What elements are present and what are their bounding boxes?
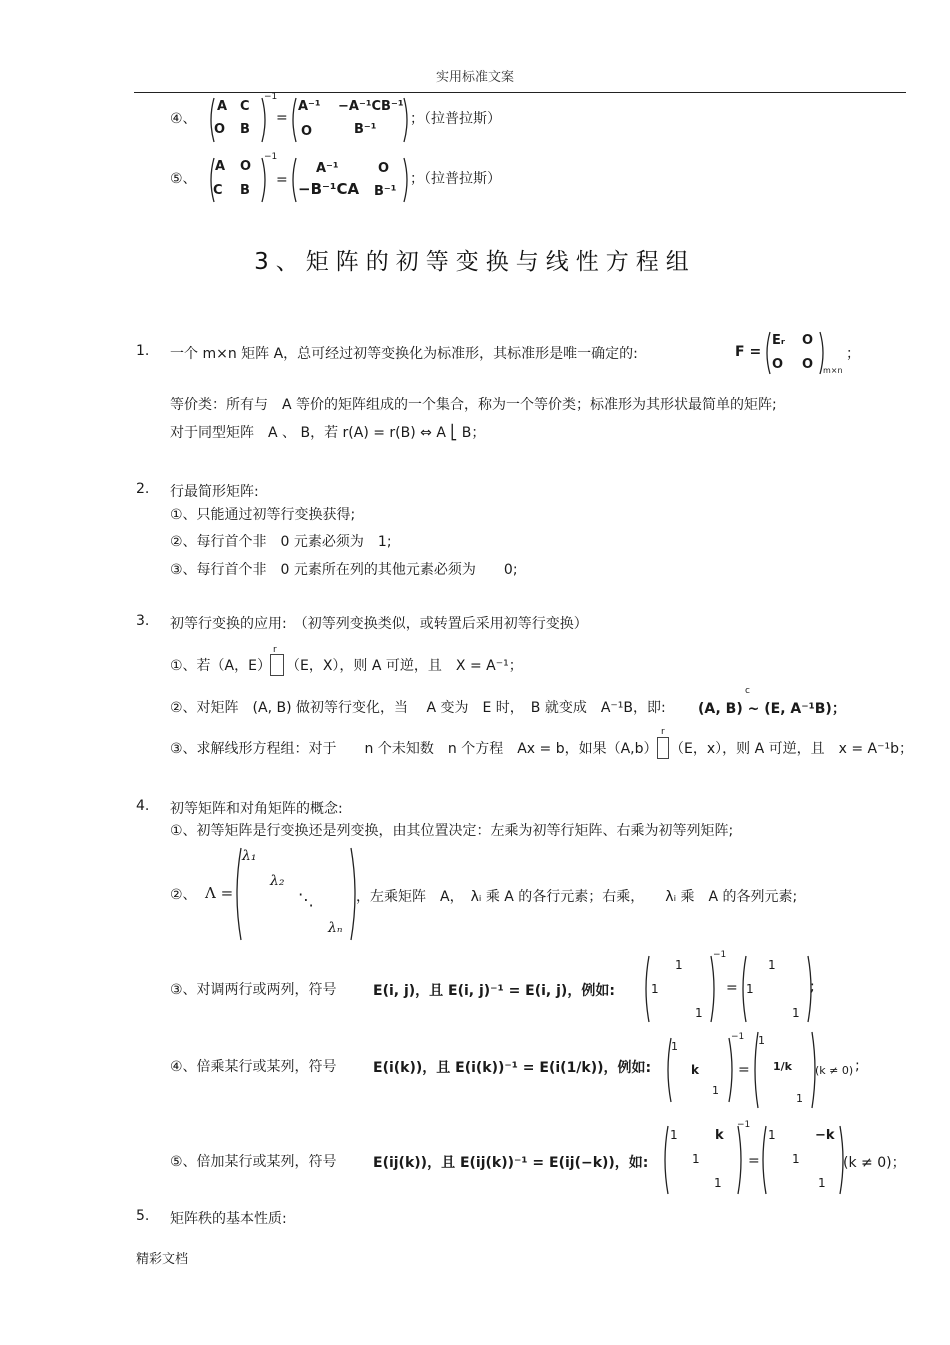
add-l-33: 1 (714, 1176, 722, 1190)
scale-l-11: 1 (671, 1040, 678, 1053)
formula-marker-5: ⑤、 (170, 171, 197, 187)
s4-item-4-formula: E(i(k))，且 E(i(k))⁻¹ = E(i(1/k))，例如: (373, 1060, 652, 1076)
s3-item-1b: （E，X），则 A 可逆，且 X = A⁻¹； (286, 658, 523, 674)
lambda-2: λ₂ (270, 873, 285, 889)
m4-inv-sup: −1 (264, 92, 278, 102)
scale-r-33: 1 (796, 1092, 803, 1105)
s5-number: 5. (136, 1208, 150, 1224)
page-footer: 精彩文档 (136, 1252, 189, 1267)
s1-line2: 等价类：所有与 A 等价的矩阵组成的一个集合，称为一个等价类；标准形为其形状最简单的矩阵; (170, 397, 777, 413)
lambda-1: λ₁ (242, 848, 257, 864)
m4-b11: A⁻¹ (298, 99, 321, 114)
s4-item-5: ⑤、倍加某行或某列，符号 (170, 1154, 337, 1170)
section-title: 3、矩阵的初等变换与线性方程组 (254, 249, 696, 275)
scale-k-cond: (k ≠ 0) (815, 1064, 854, 1077)
s2-item-1: ①、只能通过初等行变换获得; (170, 507, 356, 523)
s2-number: 2. (136, 481, 150, 497)
equals: = (738, 1062, 750, 1078)
m4-a11: A (217, 99, 228, 114)
swap-l-21: 1 (651, 982, 659, 996)
s1-F-11: Eᵣ (772, 333, 785, 348)
diag-dots: ⋱ (298, 890, 314, 909)
m5-b12: O (378, 161, 390, 176)
add-l-11: 1 (670, 1128, 678, 1142)
m5-b21: −B⁻¹CA (298, 180, 360, 198)
header-rule (134, 92, 906, 93)
s1-F-21: O (772, 357, 784, 372)
add-r-33: 1 (818, 1176, 826, 1190)
s4-number: 4. (136, 798, 150, 814)
s2-heading: 行最简形矩阵: (170, 484, 259, 500)
equals: = (276, 172, 288, 188)
s1-line1: 一个 m×n 矩阵 A，总可经过初等变换化为标准形，其标准形是唯一确定的: (170, 346, 638, 362)
equals: = (726, 980, 738, 996)
m4-a12: C (240, 99, 250, 114)
m5-a11: A (215, 159, 226, 174)
m4-a21: O (214, 122, 226, 137)
add-k-cond: (k ≠ 0)； (843, 1155, 906, 1171)
s4-item-3-formula: E(i, j)，且 E(i, j)⁻¹ = E(i, j)，例如: (373, 983, 615, 999)
note-laplace-5: ；（拉普拉斯） (410, 171, 501, 187)
arrow-box-icon (657, 737, 669, 759)
m5-b22: B⁻¹ (374, 184, 397, 199)
swap-inv-sup: −1 (713, 950, 727, 960)
m4-b21: O (301, 124, 313, 139)
s3-item-2: ②、对矩阵 (A, B) 做初等行变化，当 A 变为 E 时， B 就变成 A⁻¹B，即: (170, 700, 666, 716)
s4-item-4: ④、倍乘某行或某列，符号 (170, 1059, 337, 1075)
equals: = (748, 1153, 760, 1169)
s1-number: 1. (136, 343, 150, 359)
add-l-22: 1 (692, 1152, 700, 1166)
scale-l-22: k (691, 1063, 699, 1077)
m5-a22: B (240, 183, 250, 198)
lambda-label: Λ = (205, 884, 234, 902)
note-laplace-4: ；（拉普拉斯） (410, 111, 501, 127)
s3-c-mark: c (745, 686, 750, 696)
swap-r-21: 1 (746, 982, 754, 996)
m5-inv-sup: −1 (264, 152, 278, 162)
s1-F-label: F = (735, 344, 762, 360)
equals: = (276, 110, 288, 126)
s1-line3: 对于同型矩阵 A 、 B，若 r(A) = r(B) ⇔ A ⎣ B； (170, 425, 486, 441)
semicolon: ; (855, 1058, 860, 1074)
swap-l-33: 1 (695, 1006, 703, 1020)
s3-r-mark-1: r (273, 645, 277, 655)
s3-item-1: ①、若（A，E） (170, 658, 271, 674)
scale-r-22: 1/k (773, 1060, 792, 1073)
m5-a21: C (213, 183, 223, 198)
s3-number: 3. (136, 613, 150, 629)
add-r-11: 1 (768, 1128, 776, 1142)
s3-item-3: ③、求解线形方程组：对于 n 个未知数 n 个方程 Ax = b，如果（A,b） (170, 741, 658, 757)
swap-r-33: 1 (792, 1006, 800, 1020)
scale-r-11: 1 (758, 1034, 765, 1047)
s4-item-1: ①、初等矩阵是行变换还是列变换，由其位置决定：左乘为初等行矩阵、右乘为初等列矩阵; (170, 823, 734, 839)
s3-heading: 初等行变换的应用: （初等列变换类似，或转置后采用初等行变换） (170, 616, 588, 632)
scale-inv-sup: −1 (731, 1032, 745, 1042)
s4-item-3: ③、对调两行或两列，符号 (170, 982, 337, 998)
m5-a12: O (240, 159, 252, 174)
page-header: 实用标准文案 (435, 70, 514, 85)
add-inv-sup: −1 (737, 1120, 751, 1130)
s2-item-3: ③、每行首个非 0 元素所在列的其他元素必须为 0; (170, 562, 518, 578)
s2-item-2: ②、每行首个非 0 元素必须为 1; (170, 534, 392, 550)
scale-l-33: 1 (712, 1084, 719, 1097)
swap-r-12: 1 (768, 958, 776, 972)
add-r-22: 1 (792, 1152, 800, 1166)
s4-item-2-marker: ②、 (170, 887, 197, 903)
s3-item-2b: (A, B) ~ (E, A⁻¹B)； (698, 701, 846, 717)
add-l-13: k (715, 1128, 724, 1143)
add-r-13: −k (815, 1128, 835, 1143)
formula-marker-4: ④、 (170, 111, 197, 127)
m5-b11: A⁻¹ (316, 161, 339, 176)
m4-b12: −A⁻¹CB⁻¹ (338, 99, 404, 114)
arrow-box-icon (270, 654, 284, 676)
s3-item-3b: （E，x），则 A 可逆，且 x = A⁻¹b； (670, 741, 913, 757)
s3-r-mark-3: r (661, 727, 665, 737)
m4-a22: B (240, 122, 250, 137)
s1-F-12: O (802, 333, 814, 348)
s1-semicolon: ； (846, 346, 860, 362)
s4-item-5-formula: E(ij(k))，且 E(ij(k))⁻¹ = E(ij(−k))，如: (373, 1155, 649, 1171)
swap-l-12: 1 (675, 958, 683, 972)
semicolon: ; (810, 979, 815, 995)
s1-F-22: O (802, 357, 814, 372)
s5-heading: 矩阵秩的基本性质: (170, 1211, 287, 1227)
m4-b22: B⁻¹ (354, 122, 377, 137)
s4-heading: 初等矩阵和对角矩阵的概念: (170, 801, 343, 817)
lambda-n: λₙ (328, 920, 343, 936)
s1-F-sub: m×n (823, 366, 843, 375)
s4-item-2-text: ，左乘矩阵 A， λᵢ 乘 A 的各行元素；右乘， λᵢ 乘 A 的各列元素; (356, 889, 798, 905)
